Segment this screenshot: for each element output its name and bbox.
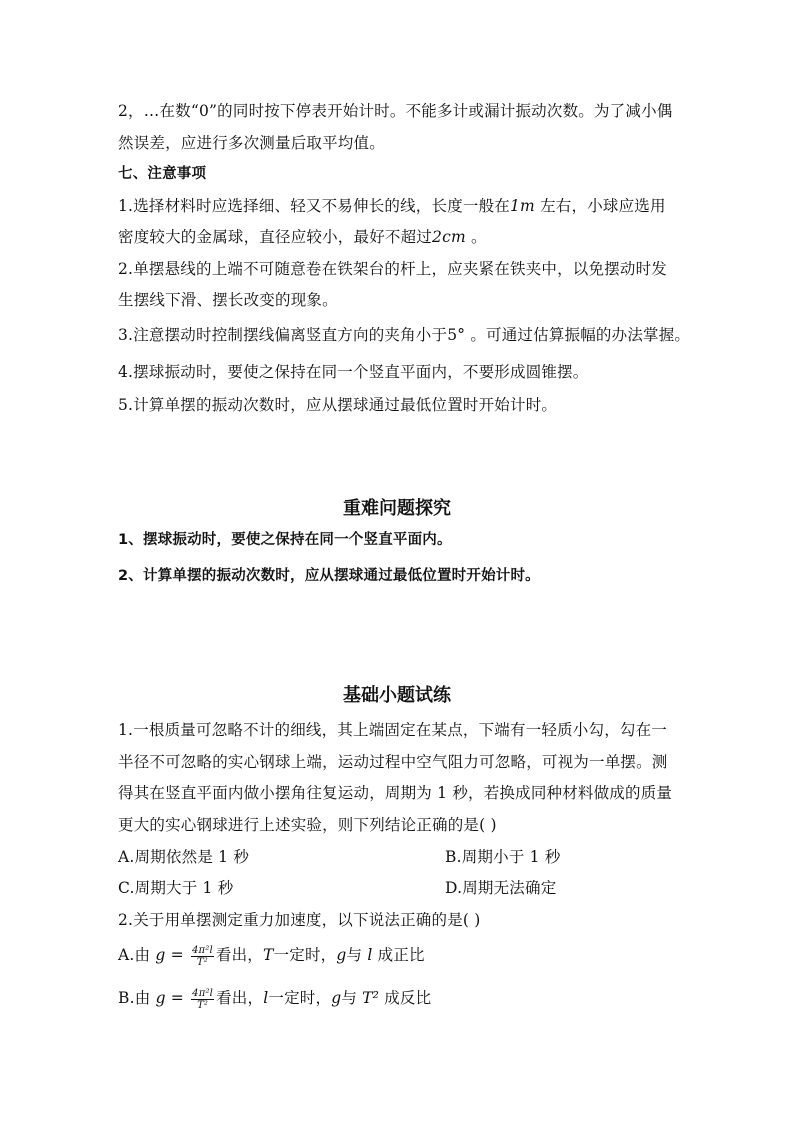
section-heading: 七、注意事项 (118, 166, 207, 182)
text-line: 2，…在数“0”的同时按下停表开始计时。不能多计或漏计振动次数。为了减小偶 (118, 102, 673, 120)
unit: 2cm (432, 228, 466, 246)
q1-options-row-2 (118, 878, 688, 898)
text: 。 (465, 228, 487, 246)
text: 密度较大的金属球，直径应较小，最好不超过 (118, 228, 433, 246)
text: 一定时， (268, 989, 332, 1007)
note-4: 4.摆球振动时，要使之保持在同一个竖直平面内，不要形成圆锥摆。 (118, 363, 589, 381)
variable: l (263, 989, 269, 1007)
section-title-hard: 重难问题探究 (343, 498, 451, 519)
fraction (191, 945, 214, 968)
note-2-line-1: 2.单摆悬线的上端不可随意卷在铁架台的杆上，应夹紧在铁夹中，以免摆动时发 (118, 260, 667, 278)
option-c: C.周期大于 1 秒 (118, 879, 234, 897)
text: 与 (341, 989, 363, 1007)
text: 左右，小球应选用 (534, 197, 666, 215)
q1-options-row-1 (118, 847, 688, 867)
question-1-line: 得其在竖直平面内做小摆角往复运动，周期为 1 秒，若换成同种材料做成的质量 (118, 784, 673, 802)
text: 1.选择材料时应选择细、轻又不易伸长的线，长度一般在 (118, 197, 510, 215)
note-2-line-2: 生摆线下滑、摆长改变的现象。 (118, 291, 338, 309)
denominator: T² (197, 999, 209, 1011)
text: 看出， (216, 989, 264, 1007)
formula-lhs: g = (155, 946, 184, 964)
hard-point-2: 2、计算单摆的振动次数时，应从摆球通过最低位置时开始计时。 (118, 568, 540, 584)
text: 看出， (215, 946, 264, 964)
numerator: 4π²l (192, 987, 214, 999)
option-d: D.周期无法确定 (445, 879, 557, 897)
question-1-line: 1.一根质量可忽略不计的细线，其上端固定在某点，下端有一轻质小勾，勾在一 (118, 721, 667, 739)
formula-lhs: g = (155, 989, 184, 1007)
note-3: 3.注意摆动时控制摆线偏离竖直方向的夹角小于5° 。可通过估算振幅的办法掌握。 (118, 326, 691, 344)
option-a: A.周期依然是 1 秒 (118, 848, 250, 866)
text: 成正比 (372, 946, 425, 964)
question-1-line: 半径不可忽略的实心钢球上端，运动过程中空气阻力可忽略，可视为一单摆。测 (118, 753, 668, 771)
question-2-stem: 2.关于用单摆测定重力加速度，以下说法正确的是( ) (118, 911, 481, 929)
text-line: 然误差，应进行多次测量后取平均值。 (118, 134, 385, 152)
variable: g (331, 989, 342, 1007)
variable: T (263, 946, 274, 964)
question-1-line: 更大的实心钢球进行上述实验，则下列结论正确的是( ) (118, 816, 497, 834)
text: 一定时， (273, 946, 337, 964)
option-label: A.由 (118, 946, 151, 964)
option-b: B.周期小于 1 秒 (445, 848, 561, 866)
fraction (191, 988, 214, 1011)
variable: g (336, 946, 347, 964)
q2-option-a (118, 940, 688, 970)
option-label: B.由 (118, 989, 151, 1007)
denominator: T² (196, 956, 208, 968)
text: 与 (346, 946, 368, 964)
hard-point-1: 1、摆球振动时，要使之保持在同一个竖直平面内。 (118, 532, 452, 548)
q2-option-b (118, 983, 688, 1013)
unit: 1m (510, 197, 535, 215)
text: 成反比 (379, 989, 432, 1007)
section-title-basic: 基础小题试练 (343, 685, 451, 706)
note-5: 5.计算单摆的振动次数时，应从摆球通过最低位置时开始计时。 (118, 396, 558, 414)
note-1-line-1 (118, 196, 688, 216)
variable: T² (362, 989, 380, 1007)
numerator: 4π²l (191, 944, 213, 956)
note-1-line-2 (118, 227, 688, 247)
variable: l (367, 946, 373, 964)
